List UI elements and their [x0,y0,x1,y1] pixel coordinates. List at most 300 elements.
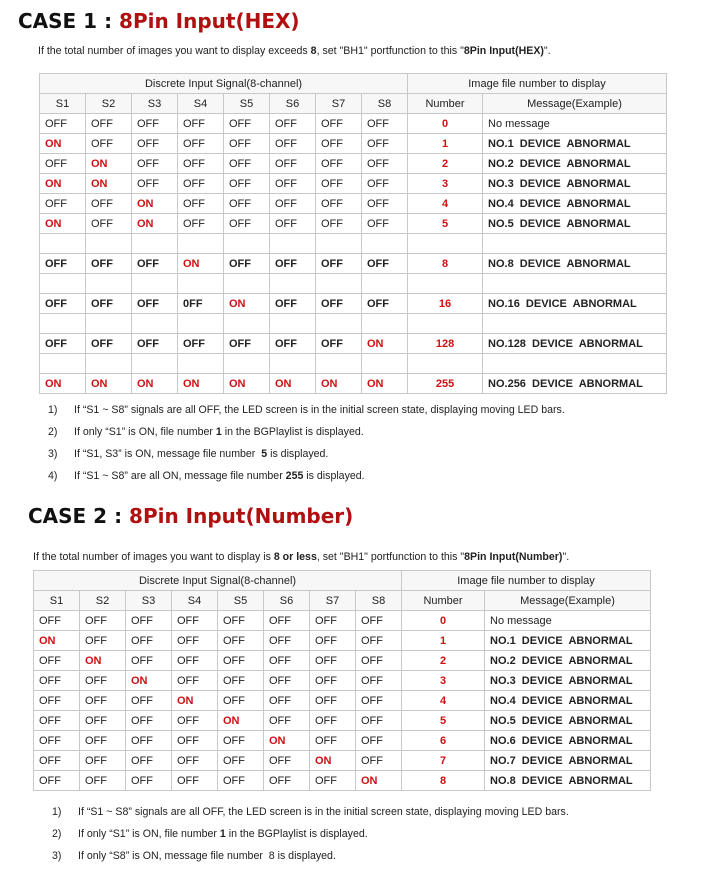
signal-cell: OFF [218,691,264,711]
signal-cell: OFF [264,611,310,631]
signal-cell: OFF [86,214,132,234]
number-cell: 255 [408,374,483,394]
signal-cell: OFF [310,771,356,791]
signal-cell: OFF [34,671,80,691]
signal-cell: ON [40,214,86,234]
empty-cell [178,314,224,334]
empty-cell [224,354,270,374]
signal-cell: OFF [34,731,80,751]
signal-cell: OFF [362,214,408,234]
message-cell: NO.8 DEVICE ABNORMAL [485,771,651,791]
signal-cell: OFF [40,154,86,174]
column-header-row [40,94,667,114]
signal-cell: OFF [316,294,362,314]
signal-cell: OFF [316,174,362,194]
signal-cell: OFF [178,334,224,354]
signal-cell: ON [172,691,218,711]
signal-cell: ON [310,751,356,771]
column-header: S5 [218,591,264,611]
signal-cell: OFF [40,194,86,214]
empty-cell [132,314,178,334]
signal-cell: ON [86,174,132,194]
signal-cell: OFF [264,751,310,771]
table-row [34,651,651,671]
table-row [40,254,667,274]
empty-cell [178,354,224,374]
message-cell: NO.16 DEVICE ABNORMAL [483,294,667,314]
number-cell: 1 [408,134,483,154]
signal-cell: OFF [172,711,218,731]
number-cell: 5 [408,214,483,234]
empty-cell [483,314,667,334]
signal-cell: OFF [224,174,270,194]
table-row [34,611,651,631]
signal-cell: OFF [132,154,178,174]
signal-cell: OFF [218,771,264,791]
signal-cell: OFF [270,154,316,174]
signal-cell: OFF [178,194,224,214]
message-cell: NO.3 DEVICE ABNORMAL [485,671,651,691]
signal-cell: OFF [270,294,316,314]
empty-cell [86,274,132,294]
blank-row [40,234,667,254]
message-cell: NO.128 DEVICE ABNORMAL [483,334,667,354]
column-header: S2 [86,94,132,114]
empty-cell [270,274,316,294]
empty-cell [224,274,270,294]
number-cell: 0 [402,611,485,631]
note-bold: 1 [219,828,226,840]
table-row [40,334,667,354]
empty-cell [86,354,132,374]
signal-cell: OFF [362,134,408,154]
signal-cell: OFF [132,294,178,314]
note-bold: 5 [261,448,268,460]
table-row [40,294,667,314]
column-header: Number [402,591,485,611]
signal-cell: OFF [264,711,310,731]
number-cell: 4 [408,194,483,214]
signal-cell: OFF [316,214,362,234]
signal-cell: OFF [34,651,80,671]
signal-cell: OFF [80,691,126,711]
signal-cell: OFF [178,174,224,194]
note-item [52,850,336,862]
signal-cell: OFF [40,254,86,274]
empty-cell [362,234,408,254]
message-cell: NO.3 DEVICE ABNORMAL [483,174,667,194]
column-header: S7 [310,591,356,611]
signal-cell: OFF [218,631,264,651]
group-header-right: Image file number to display [408,74,667,94]
message-cell: NO.8 DEVICE ABNORMAL [483,254,667,274]
signal-cell: OFF [270,134,316,154]
signal-cell: ON [86,154,132,174]
signal-cell: OFF [86,194,132,214]
signal-cell: OFF [178,134,224,154]
group-header-right: Image file number to display [402,571,651,591]
signal-cell: ON [132,214,178,234]
column-header: Message(Example) [483,94,667,114]
note-number: 4) [48,470,58,482]
signal-cell: OFF [86,134,132,154]
column-header: S4 [178,94,224,114]
signal-cell: OFF [132,134,178,154]
empty-cell [483,234,667,254]
signal-cell: ON [132,194,178,214]
case1-intro-text-2: , set "BH1" portfunction to this " [316,45,464,57]
empty-cell [270,314,316,334]
case1-intro-text-1: If the total number of images you want to display exceeds [38,45,311,57]
number-cell: 8 [408,254,483,274]
table-row [40,114,667,134]
number-cell: 2 [408,154,483,174]
signal-cell: OFF [86,114,132,134]
number-cell: 16 [408,294,483,314]
signal-cell: OFF [270,114,316,134]
empty-cell [483,354,667,374]
column-header: S6 [270,94,316,114]
note-item [52,828,368,840]
signal-cell: 0FF [178,294,224,314]
case2-table [33,570,651,791]
column-header: S3 [132,94,178,114]
note-number: 1) [52,806,62,818]
note-text: If “S1, S3” is ON, message file number [74,448,262,460]
signal-cell: OFF [270,254,316,274]
signal-cell: OFF [80,731,126,751]
note-text: If only “S1” is ON, file number [74,426,216,438]
table-row [40,154,667,174]
case2-label: CASE 2 : [28,504,123,528]
case1-label: CASE 1 : [18,9,113,33]
note-item [48,470,365,482]
number-cell: 4 [402,691,485,711]
empty-cell [483,274,667,294]
number-cell: 0 [408,114,483,134]
signal-cell: OFF [310,671,356,691]
table-row [34,631,651,651]
number-cell: 6 [402,731,485,751]
signal-cell: OFF [172,631,218,651]
signal-cell: OFF [218,611,264,631]
number-cell: 1 [402,631,485,651]
signal-cell: OFF [264,671,310,691]
signal-cell: OFF [218,731,264,751]
message-cell: NO.6 DEVICE ABNORMAL [485,731,651,751]
table-row [34,751,651,771]
signal-cell: OFF [310,611,356,631]
signal-cell: OFF [40,114,86,134]
note-item [48,426,364,438]
message-cell: NO.7 DEVICE ABNORMAL [485,751,651,771]
empty-cell [178,234,224,254]
signal-cell: OFF [172,771,218,791]
note-text: If only “S1” is ON, file number [78,828,220,840]
signal-cell: ON [40,134,86,154]
signal-cell: OFF [356,691,402,711]
signal-cell: OFF [178,114,224,134]
signal-cell: OFF [126,691,172,711]
signal-cell: OFF [126,771,172,791]
signal-cell: OFF [270,214,316,234]
case2-intro-bold-2: 8Pin Input(Number) [464,551,563,563]
table-row [40,134,667,154]
signal-cell: OFF [34,711,80,731]
signal-cell: OFF [224,134,270,154]
blank-row [40,314,667,334]
signal-cell: OFF [126,651,172,671]
message-cell: NO.4 DEVICE ABNORMAL [485,691,651,711]
signal-cell: ON [126,671,172,691]
empty-cell [316,314,362,334]
case1-intro-bold-1: 8 [310,45,317,57]
column-header: S8 [362,94,408,114]
number-cell: 7 [402,751,485,771]
signal-cell: OFF [126,611,172,631]
signal-cell: OFF [316,334,362,354]
empty-cell [316,354,362,374]
column-header: S4 [172,591,218,611]
signal-cell: ON [224,294,270,314]
signal-cell: OFF [362,294,408,314]
case2-intro-text-2: , set "BH1" portfunction to this " [316,551,465,563]
case2-title [28,504,353,528]
signal-cell: ON [178,254,224,274]
message-cell: NO.1 DEVICE ABNORMAL [483,134,667,154]
signal-cell: OFF [178,214,224,234]
note-number: 3) [52,850,62,862]
table-row [34,691,651,711]
column-header: S6 [264,591,310,611]
empty-cell [270,354,316,374]
case2-intro-text-1: If the total number of images you want to display is [33,551,274,563]
column-header: S2 [80,591,126,611]
signal-cell: OFF [126,731,172,751]
signal-cell: ON [356,771,402,791]
signal-cell: OFF [34,771,80,791]
message-cell: No message [483,114,667,134]
signal-cell: ON [224,374,270,394]
table-row [40,214,667,234]
case1-heading: 8Pin Input(HEX) [119,9,300,33]
column-header: S1 [34,591,80,611]
signal-cell: OFF [310,631,356,651]
table-row [34,711,651,731]
signal-cell: OFF [218,751,264,771]
number-cell: 8 [402,771,485,791]
signal-cell: OFF [34,691,80,711]
signal-cell: ON [270,374,316,394]
number-cell: 128 [408,334,483,354]
signal-cell: ON [316,374,362,394]
table-row [34,771,651,791]
message-cell: NO.1 DEVICE ABNORMAL [485,631,651,651]
signal-cell: OFF [264,631,310,651]
number-cell: 3 [402,671,485,691]
signal-cell: OFF [362,254,408,274]
signal-cell: OFF [270,334,316,354]
signal-cell: OFF [316,114,362,134]
case1-intro [38,45,551,57]
note-text-tail: is displayed. [267,448,329,460]
signal-cell: OFF [218,651,264,671]
group-header-left: Discrete Input Signal(8-channel) [34,571,402,591]
signal-cell: ON [34,631,80,651]
group-header-row [34,571,651,591]
note-text-tail: in the BGPlaylist is displayed. [221,426,364,438]
table-row [34,731,651,751]
note-text: If “S1 ~ S8” signals are all OFF, the LED screen is in the initial screen state, displaying moving LED bars. [78,806,569,818]
column-header: S7 [316,94,362,114]
signal-cell: OFF [224,214,270,234]
signal-cell: ON [80,651,126,671]
empty-cell [178,274,224,294]
table-row [34,671,651,691]
note-item [52,806,569,818]
signal-cell: OFF [224,114,270,134]
signal-cell: OFF [356,711,402,731]
group-header-row [40,74,667,94]
note-item [48,404,565,416]
signal-cell: OFF [310,651,356,671]
case2-intro-bold-1: 8 or less [273,551,317,563]
signal-cell: ON [178,374,224,394]
signal-cell: OFF [356,671,402,691]
number-cell: 3 [408,174,483,194]
signal-cell: OFF [218,671,264,691]
signal-cell: OFF [356,611,402,631]
signal-cell: OFF [80,711,126,731]
empty-cell [362,354,408,374]
signal-cell: ON [218,711,264,731]
note-number: 3) [48,448,58,460]
case1-intro-text-3: ". [543,45,551,57]
signal-cell: OFF [316,194,362,214]
signal-cell: OFF [310,711,356,731]
note-text: If “S1 ~ S8” are all ON, message file number [74,470,286,482]
note-bold: 255 [285,470,304,482]
note-text-tail: in the BGPlaylist is displayed. [225,828,368,840]
signal-cell: OFF [264,771,310,791]
message-cell: NO.2 DEVICE ABNORMAL [485,651,651,671]
empty-cell [86,314,132,334]
empty-cell [40,234,86,254]
empty-cell [362,314,408,334]
signal-cell: OFF [362,174,408,194]
message-cell: NO.4 DEVICE ABNORMAL [483,194,667,214]
case1-title [18,9,300,33]
signal-cell: OFF [172,751,218,771]
signal-cell: ON [264,731,310,751]
case2-intro-text-3: ". [562,551,570,563]
signal-cell: OFF [172,611,218,631]
note-bold: 1 [215,426,222,438]
empty-cell [362,274,408,294]
case2-heading: 8Pin Input(Number) [129,504,354,528]
signal-cell: OFF [80,751,126,771]
signal-cell: OFF [80,771,126,791]
case1-table [39,73,667,394]
signal-cell: OFF [126,711,172,731]
note-text: If only “S8” is ON, message file number 8 is displayed. [78,850,336,862]
empty-cell [408,234,483,254]
signal-cell: OFF [270,194,316,214]
signal-cell: OFF [172,731,218,751]
signal-cell: ON [132,374,178,394]
note-text-tail: is displayed. [303,470,365,482]
empty-cell [316,234,362,254]
empty-cell [40,354,86,374]
empty-cell [316,274,362,294]
signal-cell: OFF [172,671,218,691]
signal-cell: OFF [178,154,224,174]
signal-cell: OFF [132,174,178,194]
signal-cell: OFF [224,254,270,274]
signal-cell: OFF [356,631,402,651]
message-cell: NO.5 DEVICE ABNORMAL [485,711,651,731]
signal-cell: OFF [264,651,310,671]
message-cell: NO.5 DEVICE ABNORMAL [483,214,667,234]
column-header: S3 [126,591,172,611]
signal-cell: OFF [270,174,316,194]
signal-cell: OFF [132,334,178,354]
empty-cell [86,234,132,254]
empty-cell [40,274,86,294]
message-cell: No message [485,611,651,631]
column-header-row [34,591,651,611]
empty-cell [132,354,178,374]
signal-cell: OFF [356,651,402,671]
signal-cell: ON [40,374,86,394]
number-cell: 2 [402,651,485,671]
signal-cell: OFF [126,631,172,651]
note-number: 2) [48,426,58,438]
note-item [48,448,328,460]
signal-cell: OFF [362,154,408,174]
signal-cell: OFF [362,194,408,214]
signal-cell: OFF [310,691,356,711]
signal-cell: OFF [80,631,126,651]
signal-cell: OFF [40,294,86,314]
note-number: 1) [48,404,58,416]
signal-cell: OFF [316,254,362,274]
empty-cell [270,234,316,254]
empty-cell [408,314,483,334]
number-cell: 5 [402,711,485,731]
empty-cell [40,314,86,334]
empty-cell [408,274,483,294]
group-header-left: Discrete Input Signal(8-channel) [40,74,408,94]
column-header: Message(Example) [485,591,651,611]
table-row [40,194,667,214]
signal-cell: OFF [224,194,270,214]
signal-cell: OFF [356,731,402,751]
signal-cell: OFF [126,751,172,771]
signal-cell: OFF [264,691,310,711]
column-header: S1 [40,94,86,114]
signal-cell: ON [362,334,408,354]
signal-cell: OFF [362,114,408,134]
table-row [40,174,667,194]
message-cell: NO.256 DEVICE ABNORMAL [483,374,667,394]
signal-cell: ON [86,374,132,394]
column-header: S8 [356,591,402,611]
empty-cell [132,274,178,294]
signal-cell: OFF [86,254,132,274]
signal-cell: OFF [224,154,270,174]
empty-cell [408,354,483,374]
